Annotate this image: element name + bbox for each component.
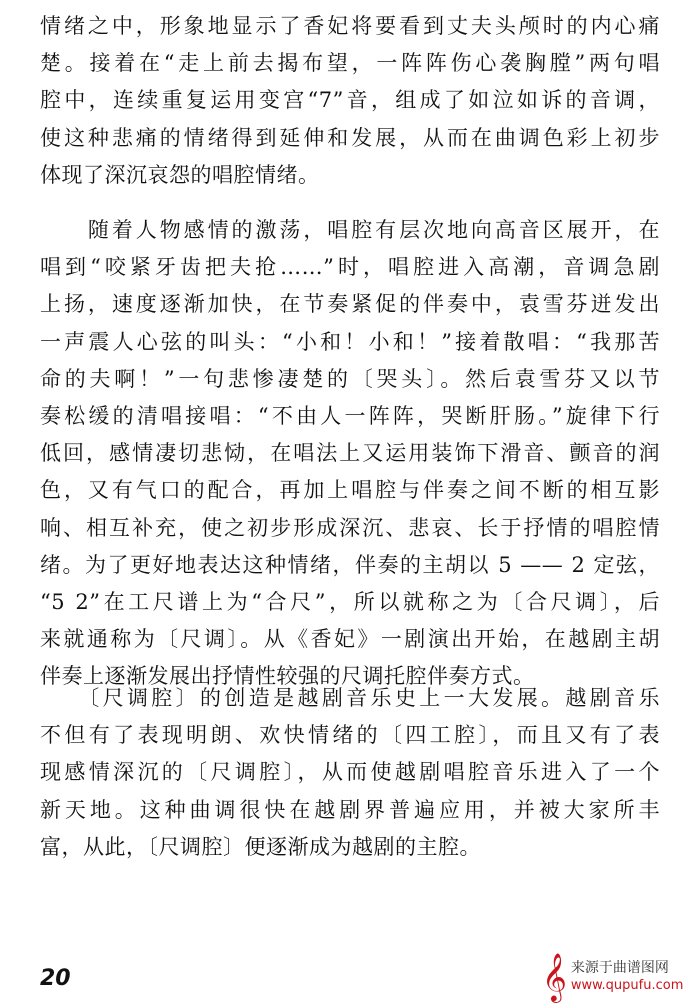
text-line: 低回，感情凄切悲恸，在唱法上又运用装饰下滑音、颤音的润 [40, 441, 660, 466]
text-line: 命的夫啊！”一句悲惨凄楚的〔哭头〕。然后袁雪芬又以节 [40, 366, 660, 391]
treble-clef-icon: 𝄞 [542, 952, 567, 1001]
text-line: 一声震人心弦的叫头：“小和！小和！”接着散唱：“我那苦 [40, 329, 660, 354]
page-number: 20 [40, 966, 71, 991]
text-line: 来就通称为〔尺调〕。从《香妃》一剧演出开始，在越剧主胡 [40, 627, 660, 652]
text-line: 情绪之中，形象地显示了香妃将要看到丈夫头颅时的内心痛 [40, 14, 660, 38]
paragraph-3 [40, 680, 660, 866]
text-line: 〔尺调腔〕的创造是越剧音乐史上一大发展。越剧音乐 [40, 686, 660, 710]
text-line: 楚。接着在“走上前去揭布望，一阵阵伤心袭胸膛”两句唱 [40, 51, 660, 76]
text-line: 腔中，连续重复运用变宫“7”音，组成了如泣如诉的音调， [40, 88, 660, 113]
text-line: 富，从此，〔尺调腔〕便逐渐成为越剧的主腔。 [40, 834, 481, 859]
paragraph-2 [40, 212, 660, 695]
text-line: 绪。为了更好地表达这种情绪，伴奏的主胡以 5 —— 2 定弦， [40, 552, 660, 577]
text-line: 使这种悲痛的情绪得到延伸和发展，从而在曲调色彩上初步 [40, 125, 660, 150]
text-line: 响、相互补充，使之初步形成深沉、悲哀、长于抒情的唱腔情 [40, 515, 660, 540]
watermark-url[interactable]: www.qupufu.com [570, 978, 684, 993]
watermark[interactable] [542, 952, 692, 1002]
text-line: “5 2”在工尺谱上为“合尺”，所以就称之为〔合尺调〕，后 [40, 589, 660, 614]
text-line: 随着人物感情的激荡，唱腔有层次地向高音区展开，在 [40, 218, 660, 242]
text-line: 体现了深沉哀怨的唱腔情绪。 [40, 162, 320, 187]
watermark-text [571, 959, 684, 995]
text-line: 新天地。这种曲调很快在越剧界普遍应用，并被大家所丰 [40, 797, 660, 822]
watermark-title: 来源于曲谱图网 [570, 960, 669, 976]
paragraph-1 [40, 8, 660, 194]
text-line: 上扬，速度逐渐加快，在节奏紧促的伴奏中，袁雪芬迸发出 [40, 292, 660, 317]
text-line: 伴奏上逐渐发展出抒情性较强的尺调托腔伴奏方式。 [40, 664, 535, 689]
text-line: 现感情深沉的〔尺调腔〕，从而使越剧唱腔音乐进入了一个 [40, 760, 660, 785]
text-line: 奏松缓的清唱接唱：“不由人一阵阵，哭断肝肠。”旋律下行 [40, 403, 660, 428]
text-line: 唱到“咬紧牙齿把夫抢……”时，唱腔进入高潮，音调急剧 [40, 255, 660, 280]
text-line: 色，又有气口的配合，再加上唱腔与伴奏之间不断的相互影 [40, 478, 660, 503]
text-line: 不但有了表现明朗、欢快情绪的〔四工腔〕，而且又有了表 [40, 723, 660, 748]
